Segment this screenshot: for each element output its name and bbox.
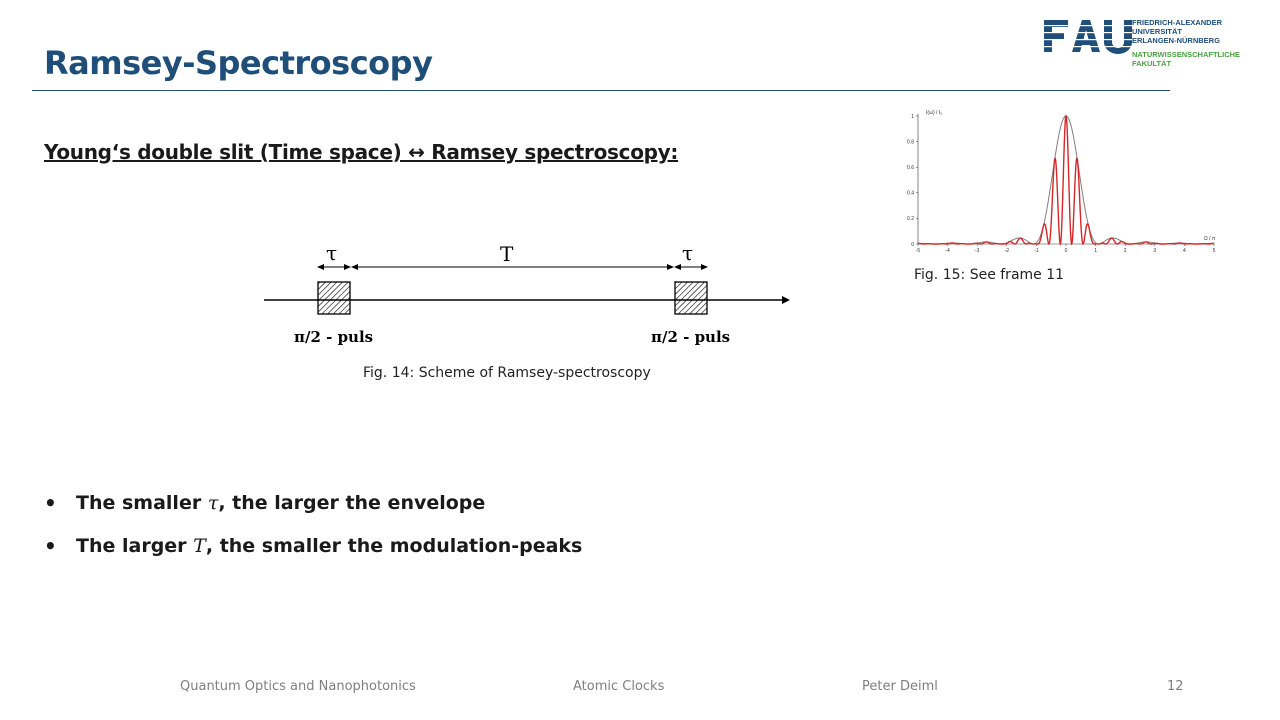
logo-line3: ERLANGEN-NÜRNBERG — [1132, 36, 1220, 45]
y-tick-label: 0 — [911, 241, 914, 248]
pulse-label-right: π/2 - puls — [651, 328, 731, 346]
x-tick-label: 2 — [1123, 248, 1127, 254]
logo-line4: NATURWISSENSCHAFTLICHE — [1132, 50, 1241, 59]
footer-author: Peter Deiml — [862, 679, 938, 694]
x-tick-label: 0 — [1064, 248, 1068, 254]
x-tick-label: -3 — [974, 248, 980, 254]
T-symbol: T — [193, 535, 206, 557]
logo-line5: FAKULTÄT — [1132, 59, 1172, 68]
x-tick-label: -5 — [915, 248, 921, 254]
fringe-curve — [918, 116, 1214, 244]
plot-ylabel: I(ω) / I₀ — [926, 110, 943, 116]
y-tick-label: 0.2 — [907, 216, 914, 223]
x-tick-label: 4 — [1183, 248, 1186, 254]
fau-logo — [1040, 16, 1260, 80]
ramsey-scheme-diagram — [260, 234, 800, 352]
bullet-item: • The smaller τ, the larger the envelope — [44, 486, 582, 529]
logo-line1: FRIEDRICH-ALEXANDER — [1132, 18, 1222, 27]
bullet-list — [44, 486, 582, 572]
title-divider — [32, 90, 1170, 91]
tau-symbol: τ — [207, 492, 219, 514]
slide-title: Ramsey-Spectroscopy — [44, 44, 433, 82]
tau-label-right: τ — [682, 241, 694, 265]
envelope-curve — [918, 116, 1214, 244]
x-tick-label: 1 — [1094, 248, 1097, 254]
pulse-box-right — [675, 282, 707, 314]
x-tick-label: -4 — [945, 248, 950, 254]
fig15-caption: Fig. 15: See frame 11 — [914, 267, 1065, 283]
pulse-box-left — [318, 282, 350, 314]
x-tick-label: -1 — [1034, 248, 1039, 254]
ramsey-fringes-plot — [900, 104, 1225, 254]
footer-topic: Atomic Clocks — [573, 679, 665, 694]
y-tick-label: 1 — [911, 113, 914, 120]
y-tick-label: 0.6 — [907, 165, 914, 171]
tau-label-left: τ — [326, 241, 338, 265]
pulse-label-left: π/2 - puls — [294, 328, 374, 346]
logo-line2: UNIVERSITÄT — [1132, 27, 1183, 36]
T-label: T — [500, 242, 514, 266]
y-tick-label: 0.8 — [907, 139, 914, 146]
x-tick-label: -2 — [1004, 248, 1010, 254]
bullet-item: • The larger T, the smaller the modulation-peaks — [44, 529, 582, 572]
x-tick-label: 5 — [1212, 248, 1216, 254]
y-tick-label: 0.4 — [907, 190, 914, 197]
fig14-caption: Fig. 14: Scheme of Ramsey-spectroscopy — [363, 365, 651, 381]
x-tick-label: 3 — [1153, 248, 1157, 254]
footer-course: Quantum Optics and Nanophotonics — [180, 679, 416, 694]
page-number: 12 — [1167, 679, 1184, 694]
plot-xlabel: Ω / π — [1204, 236, 1216, 242]
slide-subtitle: Young‘s double slit (Time space) ↔ Ramsey spectroscopy: — [44, 140, 679, 164]
